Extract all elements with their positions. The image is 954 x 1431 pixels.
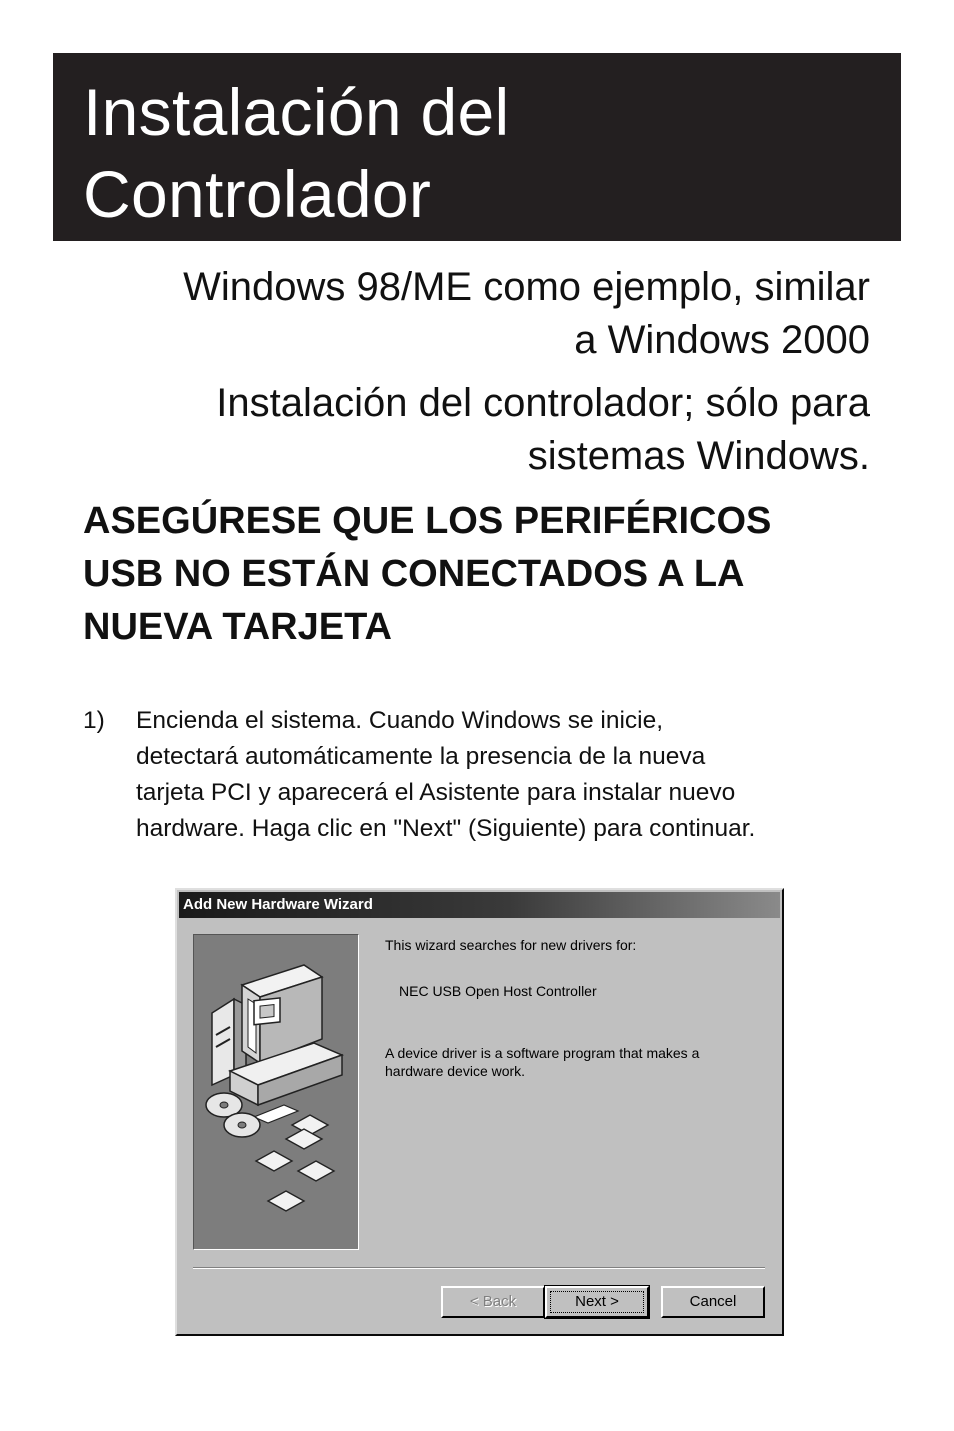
subtitle-windows-only-line-1: Instalación del controlador; sólo para bbox=[216, 381, 870, 425]
subtitle-windows-only-line-2: sistemas Windows. bbox=[527, 434, 870, 478]
back-button[interactable]: < Back bbox=[441, 1286, 545, 1318]
step-1-line-2: detectará automáticamente la presencia de la nueva bbox=[136, 743, 706, 770]
next-button-label: Next > bbox=[575, 1293, 619, 1310]
step-1-line-4: hardware. Haga clic en "Next" (Siguiente) para continuar. bbox=[136, 815, 756, 842]
subtitle-windows-example-line-2: a Windows 2000 bbox=[574, 318, 870, 362]
computer-and-disks-icon bbox=[194, 935, 358, 1249]
add-new-hardware-wizard-dialog bbox=[175, 888, 784, 1336]
dialog-separator bbox=[193, 1267, 765, 1269]
dialog-title: Add New Hardware Wizard bbox=[183, 896, 373, 913]
usb-warning-heading bbox=[83, 495, 883, 654]
step-1-number: 1) bbox=[83, 707, 105, 734]
dialog-titlebar[interactable] bbox=[179, 892, 780, 918]
page-title-line-2: Controlador bbox=[83, 157, 432, 231]
wizard-illustration bbox=[193, 934, 359, 1250]
cancel-button[interactable]: Cancel bbox=[661, 1286, 765, 1318]
wizard-search-text: This wizard searches for new drivers for: bbox=[385, 937, 637, 953]
next-button-focus-ring bbox=[550, 1291, 644, 1313]
step-1-line-1: Encienda el sistema. Cuando Windows se inicie, bbox=[136, 707, 664, 734]
usb-warning-line-2: USB NO ESTÁN CONECTADOS A LA bbox=[83, 553, 745, 595]
next-button[interactable] bbox=[545, 1286, 649, 1318]
device-name: NEC USB Open Host Controller bbox=[399, 983, 597, 999]
driver-description bbox=[385, 1044, 745, 1080]
usb-warning-line-1: ASEGÚRESE QUE LOS PERIFÉRICOS bbox=[83, 500, 772, 542]
subtitle-windows-example bbox=[183, 261, 870, 367]
subtitle-windows-example-line-1: Windows 98/ME como ejemplo, similar bbox=[183, 265, 870, 309]
driver-description-line-2: hardware device work. bbox=[385, 1063, 526, 1079]
step-1-text bbox=[136, 703, 896, 847]
step-1-line-3: tarjeta PCI y aparecerá el Asistente para instalar nuevo bbox=[136, 779, 736, 806]
subtitle-windows-only bbox=[216, 377, 870, 483]
page-title-banner bbox=[53, 53, 901, 241]
page-title-line-1: Instalación del bbox=[83, 75, 510, 149]
usb-warning-line-3: NUEVA TARJETA bbox=[83, 606, 392, 648]
driver-description-line-1: A device driver is a software program that makes a bbox=[385, 1045, 700, 1061]
